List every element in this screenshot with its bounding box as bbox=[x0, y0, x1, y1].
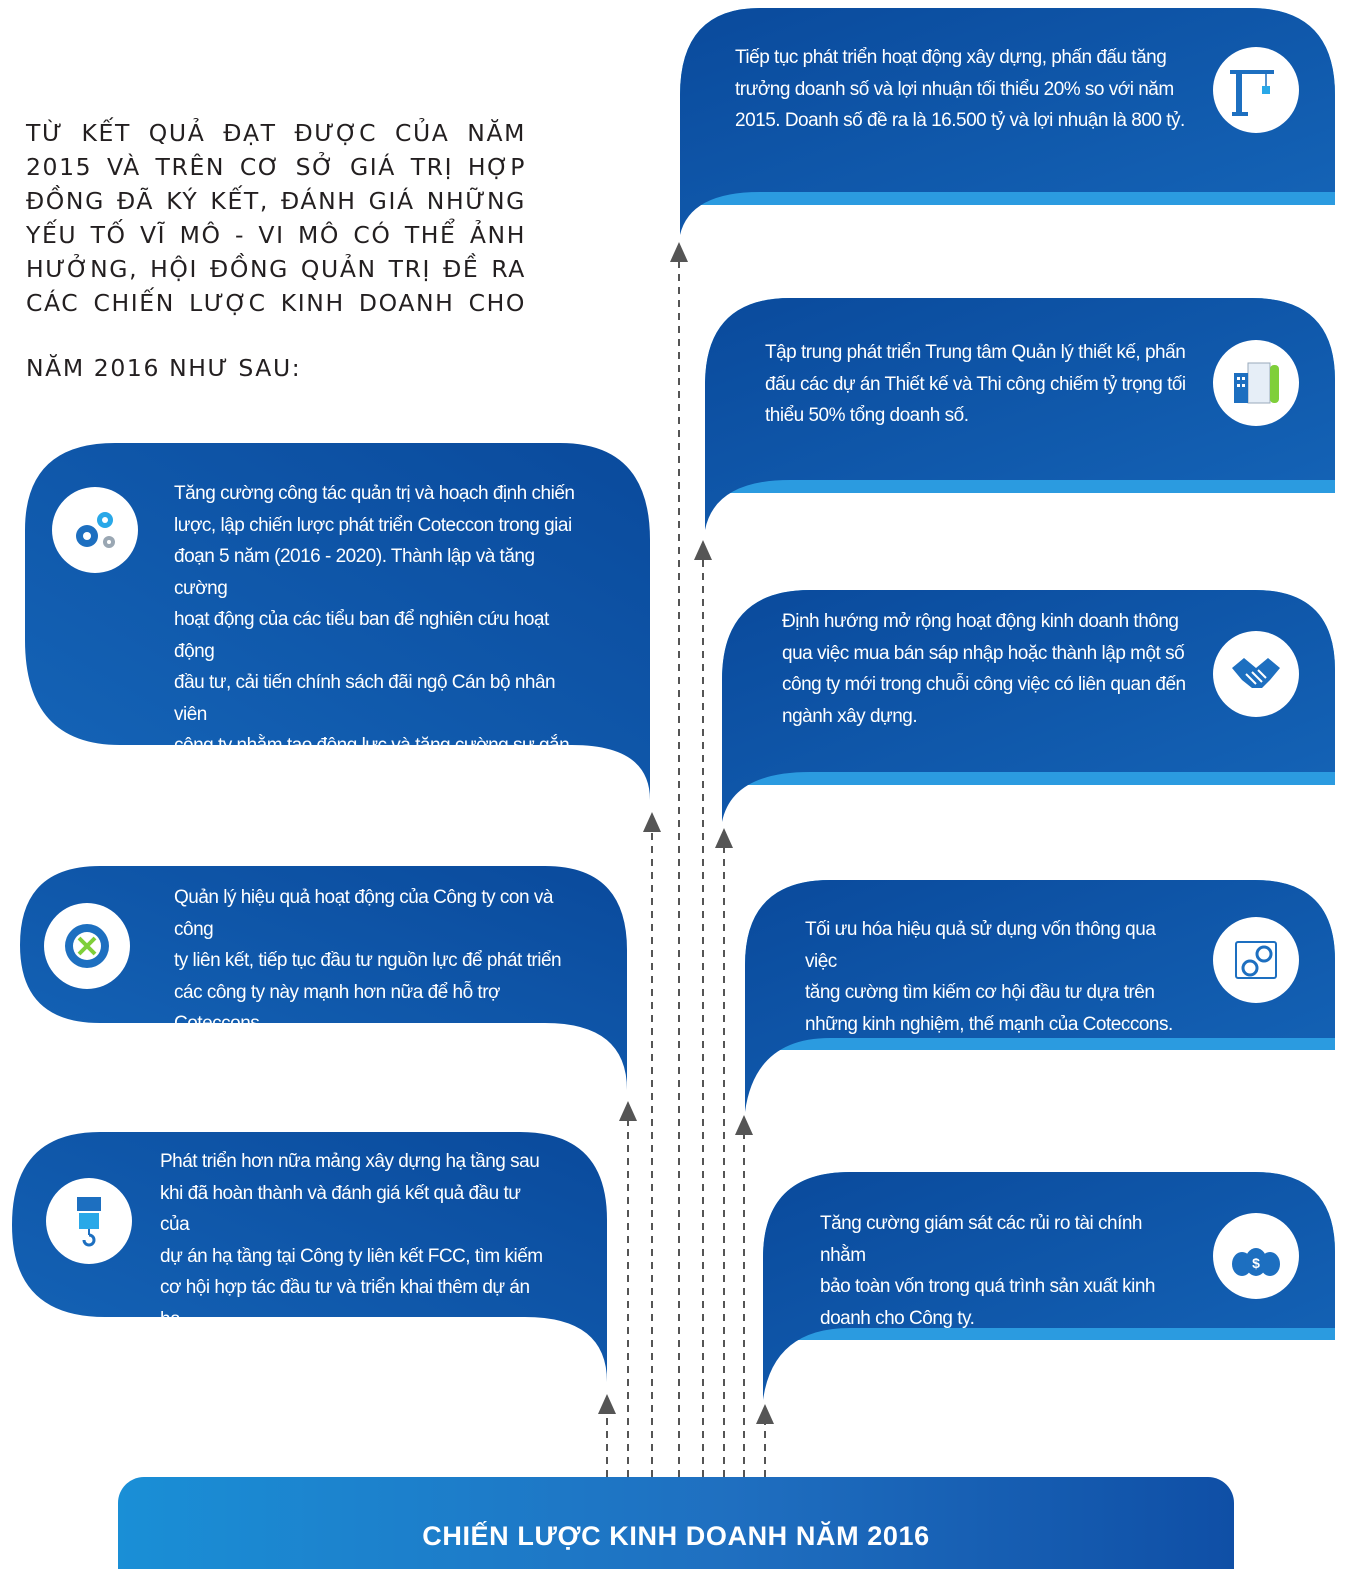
strategy-growth-text: Tiếp tục phát triển hoạt động xây dựng, phấn đấu tăng trưởng doanh số và lợi nhuận tối thiểu 20% so với năm 2015. Doanh số đề ra là 16.500 tỷ và lợi nhuận là 800 tỷ. bbox=[735, 47, 1185, 131]
settings-screen-icon bbox=[1213, 917, 1299, 1003]
crane-icon bbox=[1213, 47, 1299, 133]
gear-tools-icon bbox=[44, 903, 130, 989]
strategy-design-text: Tập trung phát triển Trung tâm Quản lý thiết kế, phấn đấu các dự án Thiết kế và Thi công chiếm tỷ trọng tối thiểu 50% tổng doanh số. bbox=[765, 342, 1186, 426]
money-bags-icon bbox=[1213, 1213, 1299, 1299]
svg-text:$: $ bbox=[1252, 1255, 1260, 1271]
banner bbox=[118, 1477, 1234, 1569]
intro-text: TỪ KẾT QUẢ ĐẠT ĐƯỢC CỦA NĂM 2015 VÀ TRÊN CƠ SỞ GIÁ TRỊ HỢP ĐỒNG ĐÃ KÝ KẾT, ĐÁNH GIÁ NHỮNG YẾU TỐ VĨ MÔ - VI MÔ CÓ THỂ ẢNH HƯỞNG, HỘI ĐỒNG QUẢN TRỊ ĐỀ RA CÁC CHIẾN LƯỢC KINH DOANH CHO bbox=[26, 119, 526, 317]
strategy-mergers-text: Định hướng mở rộng hoạt động kinh doanh thông qua việc mua bán sáp nhập hoặc thành lập một số công ty mới trong chuỗi công việc có liên quan đến ngành xây dựng. bbox=[782, 611, 1186, 727]
banner-title: CHIẾN LƯỢC KINH DOANH NĂM 2016 bbox=[422, 1521, 930, 1551]
intro-text-last-line: NĂM 2016 NHƯ SAU: bbox=[26, 354, 302, 382]
strategy-subsidiaries-text: Quản lý hiệu quả hoạt động của Công ty con và công ty liên kết, tiếp tục đầu tư nguồn lực để phát triển các công ty này mạnh hơn nữa để hỗ trợ Coteccons trong các dự án quy mô lớn trong tương lai. bbox=[174, 887, 562, 1066]
strategy-infrastructure-text: Phát triển hơn nữa mảng xây dựng hạ tầng sau khi đã hoàn thành và đánh giá kết quả đầu tư của dự án hạ tầng tại Công ty liên kết FCC, tìm kiếm cơ hội hợp tác đầu tư và triển khai thêm dự án hạ tầng trong năm 2016. bbox=[160, 1151, 543, 1361]
strategy-risk-text: Tăng cường giám sát các rủi ro tài chính nhằm bảo toàn vốn trong quá trình sản xuất kinh doanh cho Công ty. bbox=[820, 1213, 1155, 1329]
crane-hook-icon bbox=[46, 1178, 132, 1264]
blueprint-building-icon bbox=[1213, 340, 1299, 426]
strategy-governance-text: Tăng cường công tác quản trị và hoạch định chiến lược, lập chiến lược phát triển Coteccon trong giai đoạn 5 năm (2016 - 2020). Thành lập và tăng cường hoạt động của các tiểu ban để nghiên cứu hoạt động đầu tư, cải tiến chính sách đãi ngộ Cán bộ nhân viên công ty nhằm tạo động lực và tăng cường sự gắn kết của Cán bộ nhân viên với sự phát triển của Công ty. bbox=[174, 483, 575, 851]
strategy-capital-text: Tối ưu hóa hiệu quả sử dụng vốn thông qua việc tăng cường tìm kiếm cơ hội đầu tư dựa trên những kinh nghiệm, thế mạnh của Coteccons. bbox=[805, 919, 1173, 1035]
handshake-icon bbox=[1213, 631, 1299, 717]
gears-icon bbox=[52, 487, 138, 573]
